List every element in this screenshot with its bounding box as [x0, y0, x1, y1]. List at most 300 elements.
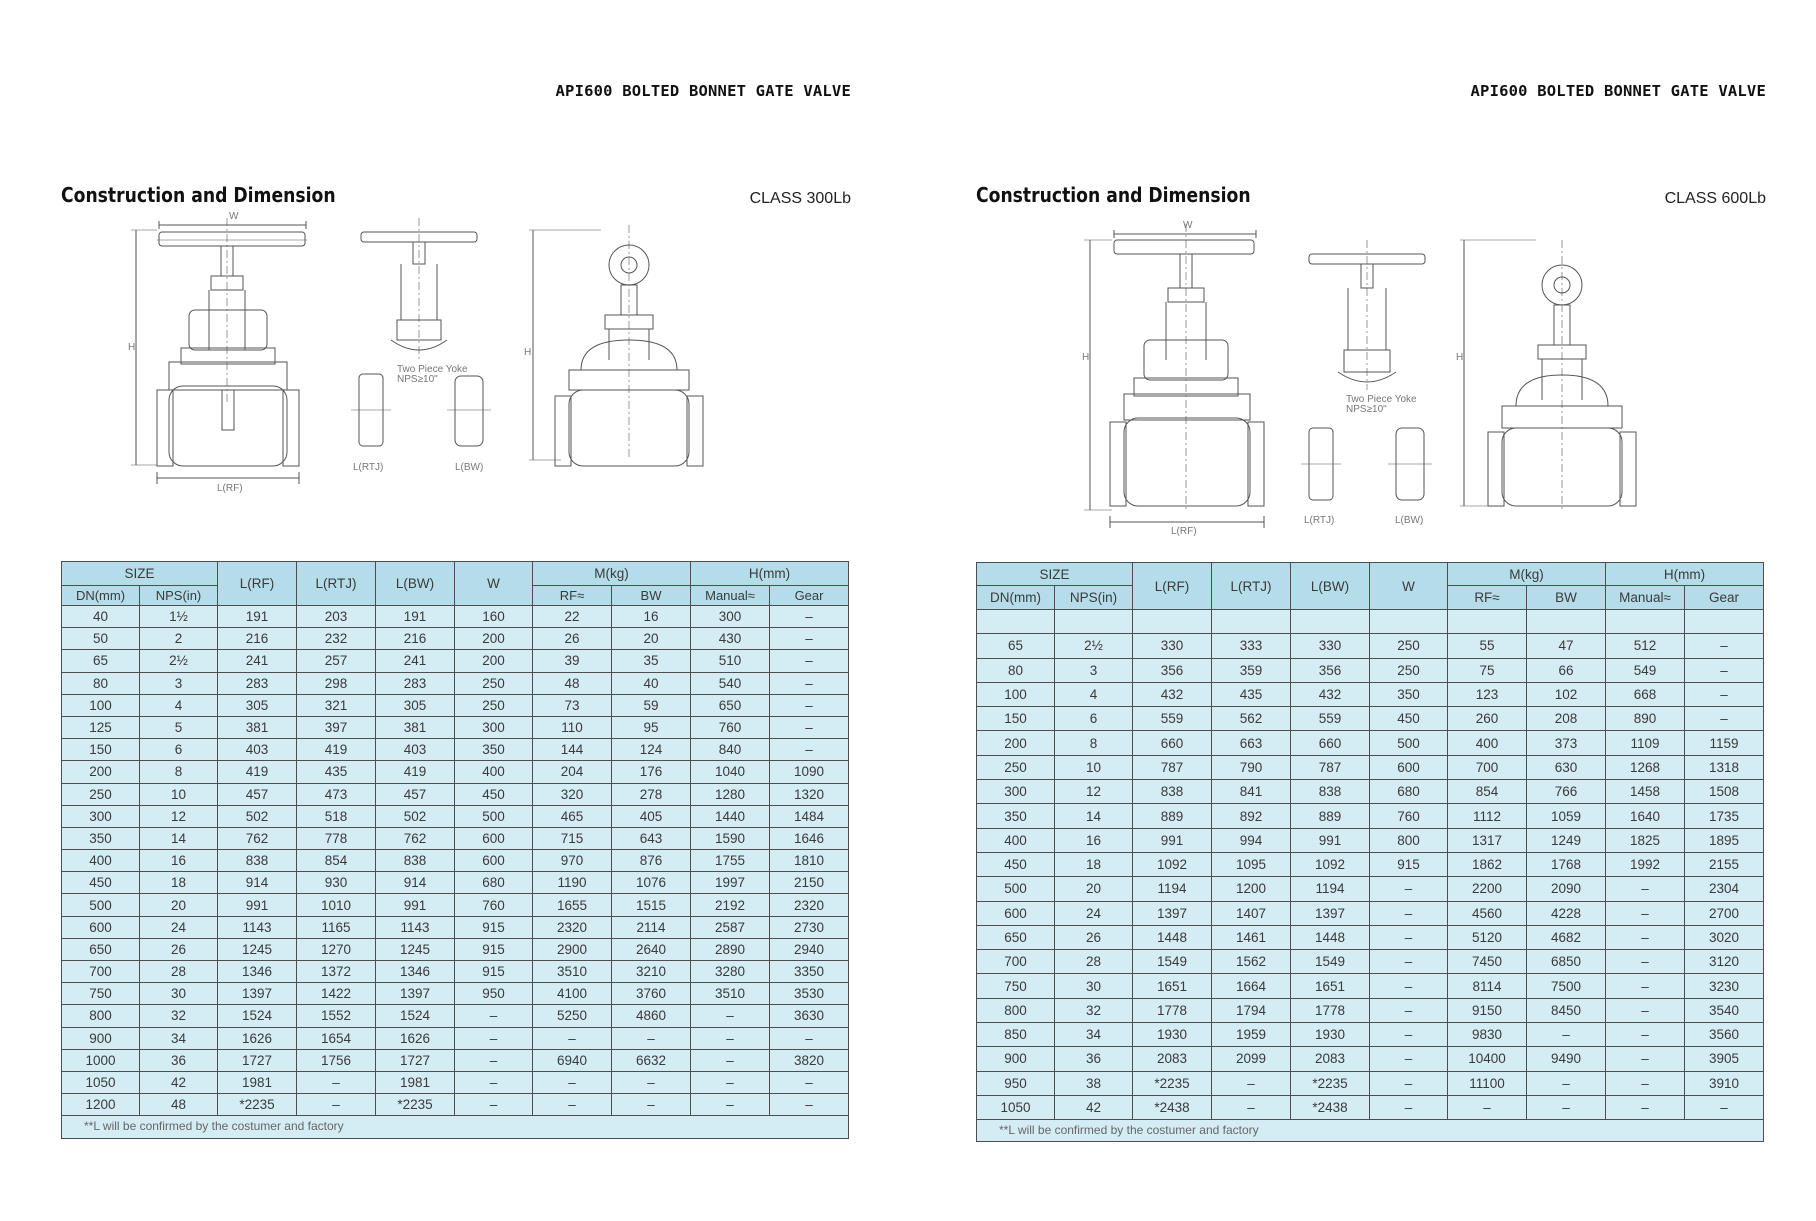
table-row	[977, 1071, 1764, 1095]
table-row	[62, 783, 849, 805]
table-cell: 1515	[612, 894, 691, 916]
table-cell: 241	[376, 650, 455, 672]
table-cell: 1076	[612, 872, 691, 894]
table-cell: 1095	[1212, 852, 1291, 876]
table-cell: 549	[1606, 658, 1685, 682]
table-cell: 250	[455, 694, 533, 716]
table-cell: 12	[1055, 780, 1133, 804]
table-cell: 330	[1133, 634, 1212, 658]
gate-valve-drawings	[61, 210, 851, 550]
table-cell: 1092	[1133, 852, 1212, 876]
table-cell: 400	[455, 761, 533, 783]
table-cell: 160	[455, 606, 533, 628]
table-cell	[1055, 610, 1133, 634]
table-cell: 663	[1212, 731, 1291, 755]
table-row	[977, 755, 1764, 779]
table-cell: 1895	[1685, 828, 1764, 852]
table-row	[977, 658, 1764, 682]
table-cell: 4682	[1527, 925, 1606, 949]
table-cell: 150	[977, 707, 1055, 731]
table-cell: 6	[140, 739, 218, 761]
table-cell: 1448	[1291, 925, 1370, 949]
table-cell: 1397	[218, 983, 297, 1005]
table-cell: 4860	[612, 1005, 691, 1027]
table-cell: *2235	[218, 1094, 297, 1116]
table-cell: 9490	[1527, 1047, 1606, 1071]
table-cell: 700	[1448, 755, 1527, 779]
table-cell: 600	[1370, 755, 1448, 779]
table-cell: 1318	[1685, 755, 1764, 779]
table-cell: 18	[140, 872, 218, 894]
table-cell: 22	[533, 606, 612, 628]
table-row	[977, 1095, 1764, 1119]
table-cell: –	[770, 1071, 849, 1093]
table-cell: 65	[977, 634, 1055, 658]
table-cell: 9830	[1448, 1023, 1527, 1047]
table-cell: 250	[62, 783, 140, 805]
table-row	[977, 1023, 1764, 1047]
table-cell: 1640	[1606, 804, 1685, 828]
table-cell: 16	[612, 606, 691, 628]
table-cell: 430	[691, 628, 770, 650]
table-cell: 760	[691, 716, 770, 738]
table-cell: *2235	[1291, 1071, 1370, 1095]
table-cell	[977, 610, 1055, 634]
table-cell: 400	[1448, 731, 1527, 755]
table-cell: 1346	[376, 961, 455, 983]
table-cell: –	[455, 1049, 533, 1071]
table-cell	[1133, 610, 1212, 634]
table-row	[62, 983, 849, 1005]
drawing-label-yoke: Two Piece Yoke	[397, 364, 468, 375]
table-cell: 8114	[1448, 974, 1527, 998]
table-row	[62, 672, 849, 694]
table-cell: 1651	[1291, 974, 1370, 998]
table-cell: 2320	[770, 894, 849, 916]
table-cell: 450	[455, 783, 533, 805]
table-cell: 1626	[218, 1027, 297, 1049]
header-l-rf: L(RF)	[218, 562, 297, 606]
table-cell: 800	[977, 998, 1055, 1022]
table-cell: 123	[1448, 682, 1527, 706]
table-cell: 216	[376, 628, 455, 650]
table-cell: 16	[1055, 828, 1133, 852]
page-class-600	[976, 0, 1766, 1221]
table-cell: –	[1685, 1095, 1764, 1119]
pressure-class-label: CLASS 600Lb	[1664, 190, 1766, 207]
gate-valve-drawings	[976, 210, 1766, 550]
table-cell: 1143	[218, 916, 297, 938]
table-cell: 200	[62, 761, 140, 783]
table-cell: 2890	[691, 938, 770, 960]
table-cell: 36	[1055, 1047, 1133, 1071]
table-cell: 403	[218, 739, 297, 761]
table-cell: 660	[1291, 731, 1370, 755]
table-cell: 191	[218, 606, 297, 628]
table-cell: –	[533, 1027, 612, 1049]
table-row	[977, 707, 1764, 731]
table-cell: 762	[376, 827, 455, 849]
table-cell: –	[770, 1094, 849, 1116]
table-cell: 1794	[1212, 998, 1291, 1022]
table-cell: 1159	[1685, 731, 1764, 755]
table-cell: 889	[1133, 804, 1212, 828]
table-cell: 373	[1527, 731, 1606, 755]
table-cell: 1194	[1133, 877, 1212, 901]
table-cell: 1010	[297, 894, 376, 916]
table-cell: –	[691, 1049, 770, 1071]
table-cell: 400	[62, 850, 140, 872]
table-cell: 14	[140, 827, 218, 849]
table-body	[62, 606, 849, 1116]
table-row	[62, 1005, 849, 1027]
table-cell: –	[455, 1005, 533, 1027]
table-cell: 321	[297, 694, 376, 716]
table-cell: 2730	[770, 916, 849, 938]
table-row	[977, 852, 1764, 876]
table-cell: –	[1370, 974, 1448, 998]
table-cell: –	[1370, 950, 1448, 974]
table-row	[62, 1049, 849, 1071]
table-cell: 102	[1527, 682, 1606, 706]
table-cell: –	[455, 1071, 533, 1093]
table-cell: 10	[1055, 755, 1133, 779]
table-cell: 890	[1606, 707, 1685, 731]
table-cell: 680	[455, 872, 533, 894]
table-cell: 204	[533, 761, 612, 783]
table-cell: 75	[1448, 658, 1527, 682]
table-cell: 1050	[977, 1095, 1055, 1119]
table-cell: 915	[455, 961, 533, 983]
table-cell: –	[1606, 877, 1685, 901]
table-cell: 838	[376, 850, 455, 872]
table-cell: 1552	[297, 1005, 376, 1027]
table-row	[62, 650, 849, 672]
page-class-300	[61, 0, 851, 1221]
table-cell: 6850	[1527, 950, 1606, 974]
drawing-label-l-rtj: L(RTJ)	[353, 462, 384, 473]
table-cell: 250	[977, 755, 1055, 779]
table-cell: *2438	[1133, 1095, 1212, 1119]
table-row	[62, 894, 849, 916]
table-row	[62, 850, 849, 872]
table-cell: 3630	[770, 1005, 849, 1027]
drawing-label-yoke-nps: NPS≥10"	[397, 374, 438, 385]
table-cell: –	[1370, 901, 1448, 925]
table-cell: –	[1606, 1023, 1685, 1047]
table-cell: –	[691, 1005, 770, 1027]
table-cell: 2083	[1291, 1047, 1370, 1071]
table-cell: –	[770, 606, 849, 628]
table-cell: 24	[1055, 901, 1133, 925]
table-cell: 1981	[218, 1071, 297, 1093]
table-cell: 283	[218, 672, 297, 694]
table-cell: 32	[140, 1005, 218, 1027]
table-cell: 1930	[1291, 1023, 1370, 1047]
table-cell: 660	[1133, 731, 1212, 755]
pressure-class-label: CLASS 300Lb	[749, 190, 851, 207]
table-cell: 300	[977, 780, 1055, 804]
table-cell: 1245	[218, 938, 297, 960]
table-cell: 2083	[1133, 1047, 1212, 1071]
table-cell: 457	[218, 783, 297, 805]
table-footnote: **L will be confirmed by the costumer and factory	[977, 1120, 1764, 1142]
drawing-label-l-rf: L(RF)	[1171, 526, 1197, 537]
table-cell: 1646	[770, 827, 849, 849]
drawing-label-l-rf: L(RF)	[217, 483, 243, 494]
table-cell: 1992	[1606, 852, 1685, 876]
table-cell: 10	[140, 783, 218, 805]
table-cell: 1397	[1133, 901, 1212, 925]
table-cell: 356	[1291, 658, 1370, 682]
table-cell: 900	[977, 1047, 1055, 1071]
table-cell: 381	[218, 716, 297, 738]
table-cell: 915	[455, 938, 533, 960]
table-cell: 750	[977, 974, 1055, 998]
table-row	[977, 682, 1764, 706]
table-cell: 250	[1370, 634, 1448, 658]
table-cell: –	[691, 1027, 770, 1049]
table-cell: –	[1212, 1071, 1291, 1095]
table-cell: –	[297, 1094, 376, 1116]
table-cell: –	[1685, 658, 1764, 682]
table-cell: 100	[62, 694, 140, 716]
table-cell: 559	[1133, 707, 1212, 731]
header-size: SIZE	[977, 563, 1133, 586]
table-cell: 3280	[691, 961, 770, 983]
table-cell: 300	[62, 805, 140, 827]
table-cell: 991	[218, 894, 297, 916]
table-cell: 3	[140, 672, 218, 694]
table-cell: 854	[297, 850, 376, 872]
table-cell: 630	[1527, 755, 1606, 779]
table-cell: 200	[455, 628, 533, 650]
table-cell: 80	[62, 672, 140, 694]
table-cell: 6632	[612, 1049, 691, 1071]
table-row	[62, 1071, 849, 1093]
drawing-label-yoke: Two Piece Yoke	[1346, 394, 1417, 405]
table-row	[977, 974, 1764, 998]
table-cell: –	[1685, 682, 1764, 706]
table-cell: 841	[1212, 780, 1291, 804]
table-cell: 4100	[533, 983, 612, 1005]
table-cell: –	[770, 716, 849, 738]
table-cell: –	[770, 672, 849, 694]
table-cell: 48	[140, 1094, 218, 1116]
table-cell: 650	[62, 938, 140, 960]
table-cell: 2940	[770, 938, 849, 960]
table-cell: 1059	[1527, 804, 1606, 828]
table-cell: –	[1606, 1095, 1685, 1119]
table-cell: –	[1370, 1047, 1448, 1071]
table-cell: –	[1448, 1095, 1527, 1119]
table-cell: 2½	[1055, 634, 1133, 658]
header-height: H(mm)	[691, 562, 849, 586]
table-cell: 2192	[691, 894, 770, 916]
table-cell: 2700	[1685, 901, 1764, 925]
table-cell: 3230	[1685, 974, 1764, 998]
table-cell: 1346	[218, 961, 297, 983]
header-l-bw: L(BW)	[376, 562, 455, 606]
table-cell: 500	[455, 805, 533, 827]
table-row	[62, 1094, 849, 1116]
table-cell: 2114	[612, 916, 691, 938]
table-cell: 5	[140, 716, 218, 738]
table-cell: 1190	[533, 872, 612, 894]
table-cell: 1372	[297, 961, 376, 983]
table-cell: 1000	[62, 1049, 140, 1071]
table-cell: 5250	[533, 1005, 612, 1027]
table-cell: 330	[1291, 634, 1370, 658]
table-cell: 2640	[612, 938, 691, 960]
table-cell: 432	[1133, 682, 1212, 706]
header-manual: Manual≈	[691, 586, 770, 606]
table-cell: 250	[455, 672, 533, 694]
table-cell: 2155	[1685, 852, 1764, 876]
table-cell: 35	[612, 650, 691, 672]
table-cell: 1590	[691, 827, 770, 849]
table-cell: 2090	[1527, 877, 1606, 901]
table-cell: 232	[297, 628, 376, 650]
table-cell: 30	[140, 983, 218, 1005]
table-cell: 1524	[218, 1005, 297, 1027]
table-cell: 7450	[1448, 950, 1527, 974]
table-cell: 3540	[1685, 998, 1764, 1022]
table-cell: –	[1527, 1023, 1606, 1047]
table-cell: 73	[533, 694, 612, 716]
table-cell: 18	[1055, 852, 1133, 876]
table-cell: 668	[1606, 682, 1685, 706]
table-cell: 1778	[1133, 998, 1212, 1022]
table-cell: 40	[612, 672, 691, 694]
table-cell: 600	[455, 850, 533, 872]
table-cell: 3510	[533, 961, 612, 983]
table-body	[977, 610, 1764, 1120]
table-cell: 502	[218, 805, 297, 827]
table-row	[977, 634, 1764, 658]
table-cell: 11100	[1448, 1071, 1527, 1095]
table-cell: 915	[455, 916, 533, 938]
table-cell: 510	[691, 650, 770, 672]
table-cell: 305	[376, 694, 455, 716]
table-row	[977, 780, 1764, 804]
table-cell: 8450	[1527, 998, 1606, 1022]
table-row	[977, 998, 1764, 1022]
table-cell: 403	[376, 739, 455, 761]
table-cell: 47	[1527, 634, 1606, 658]
table-cell: 1825	[1606, 828, 1685, 852]
table-cell: 1549	[1133, 950, 1212, 974]
table-cell: –	[770, 1027, 849, 1049]
table-cell: 4	[140, 694, 218, 716]
table-cell: 333	[1212, 634, 1291, 658]
table-cell: 34	[140, 1027, 218, 1049]
table-cell: 950	[455, 983, 533, 1005]
table-cell: 1654	[297, 1027, 376, 1049]
header-l-bw: L(BW)	[1291, 563, 1370, 610]
table-cell: 350	[62, 827, 140, 849]
table-cell: 1050	[62, 1071, 140, 1093]
table-cell: 8	[140, 761, 218, 783]
table-cell: 3530	[770, 983, 849, 1005]
table-cell: 889	[1291, 804, 1370, 828]
table-cell: –	[612, 1094, 691, 1116]
table-cell: 500	[1370, 731, 1448, 755]
table-cell: 38	[1055, 1071, 1133, 1095]
table-cell: 2150	[770, 872, 849, 894]
table-cell: 1½	[140, 606, 218, 628]
table-cell: 1981	[376, 1071, 455, 1093]
table-cell: 750	[62, 983, 140, 1005]
table-cell: 1249	[1527, 828, 1606, 852]
table-cell: 278	[612, 783, 691, 805]
table-cell	[1448, 610, 1527, 634]
table-cell: 600	[62, 916, 140, 938]
table-cell: –	[1606, 950, 1685, 974]
table-cell: 28	[1055, 950, 1133, 974]
table-cell: –	[612, 1071, 691, 1093]
table-cell: 300	[455, 716, 533, 738]
table-cell: 680	[1370, 780, 1448, 804]
table-row	[62, 916, 849, 938]
table-cell: 900	[62, 1027, 140, 1049]
header-bw: BW	[1527, 586, 1606, 610]
header-manual: Manual≈	[1606, 586, 1685, 610]
table-cell: 1143	[376, 916, 455, 938]
table-cell: 125	[62, 716, 140, 738]
table-cell: 110	[533, 716, 612, 738]
table-cell: 3905	[1685, 1047, 1764, 1071]
table-cell: 26	[1055, 925, 1133, 949]
table-cell: 450	[1370, 707, 1448, 731]
table-cell: 419	[376, 761, 455, 783]
table-cell: 59	[612, 694, 691, 716]
header-dn: DN(mm)	[62, 586, 140, 606]
table-cell: 432	[1291, 682, 1370, 706]
table-cell: 457	[376, 783, 455, 805]
table-cell: –	[1606, 925, 1685, 949]
header-mass: M(kg)	[1448, 563, 1606, 586]
table-cell: 850	[977, 1023, 1055, 1047]
table-cell: 1112	[1448, 804, 1527, 828]
table-cell: 778	[297, 827, 376, 849]
header-rf: RF≈	[533, 586, 612, 606]
table-cell: –	[1606, 974, 1685, 998]
table-cell: –	[455, 1094, 533, 1116]
table-cell: 600	[977, 901, 1055, 925]
header-w: W	[455, 562, 533, 606]
table-cell: 760	[455, 894, 533, 916]
table-cell: 3	[1055, 658, 1133, 682]
drawing-label-h: H	[1082, 352, 1090, 363]
table-cell: 20	[140, 894, 218, 916]
table-cell: 800	[62, 1005, 140, 1027]
table-cell: 283	[376, 672, 455, 694]
table-cell: 42	[140, 1071, 218, 1093]
table-cell: *2235	[376, 1094, 455, 1116]
table-cell: 650	[691, 694, 770, 716]
table-cell: 787	[1133, 755, 1212, 779]
table-cell: 3350	[770, 961, 849, 983]
header-nps: NPS(in)	[1055, 586, 1133, 610]
table-cell: 419	[297, 739, 376, 761]
table-cell: 216	[218, 628, 297, 650]
table-cell: 1200	[1212, 877, 1291, 901]
table-cell: 1109	[1606, 731, 1685, 755]
table-cell: 1664	[1212, 974, 1291, 998]
table-row	[62, 1027, 849, 1049]
table-row	[977, 877, 1764, 901]
